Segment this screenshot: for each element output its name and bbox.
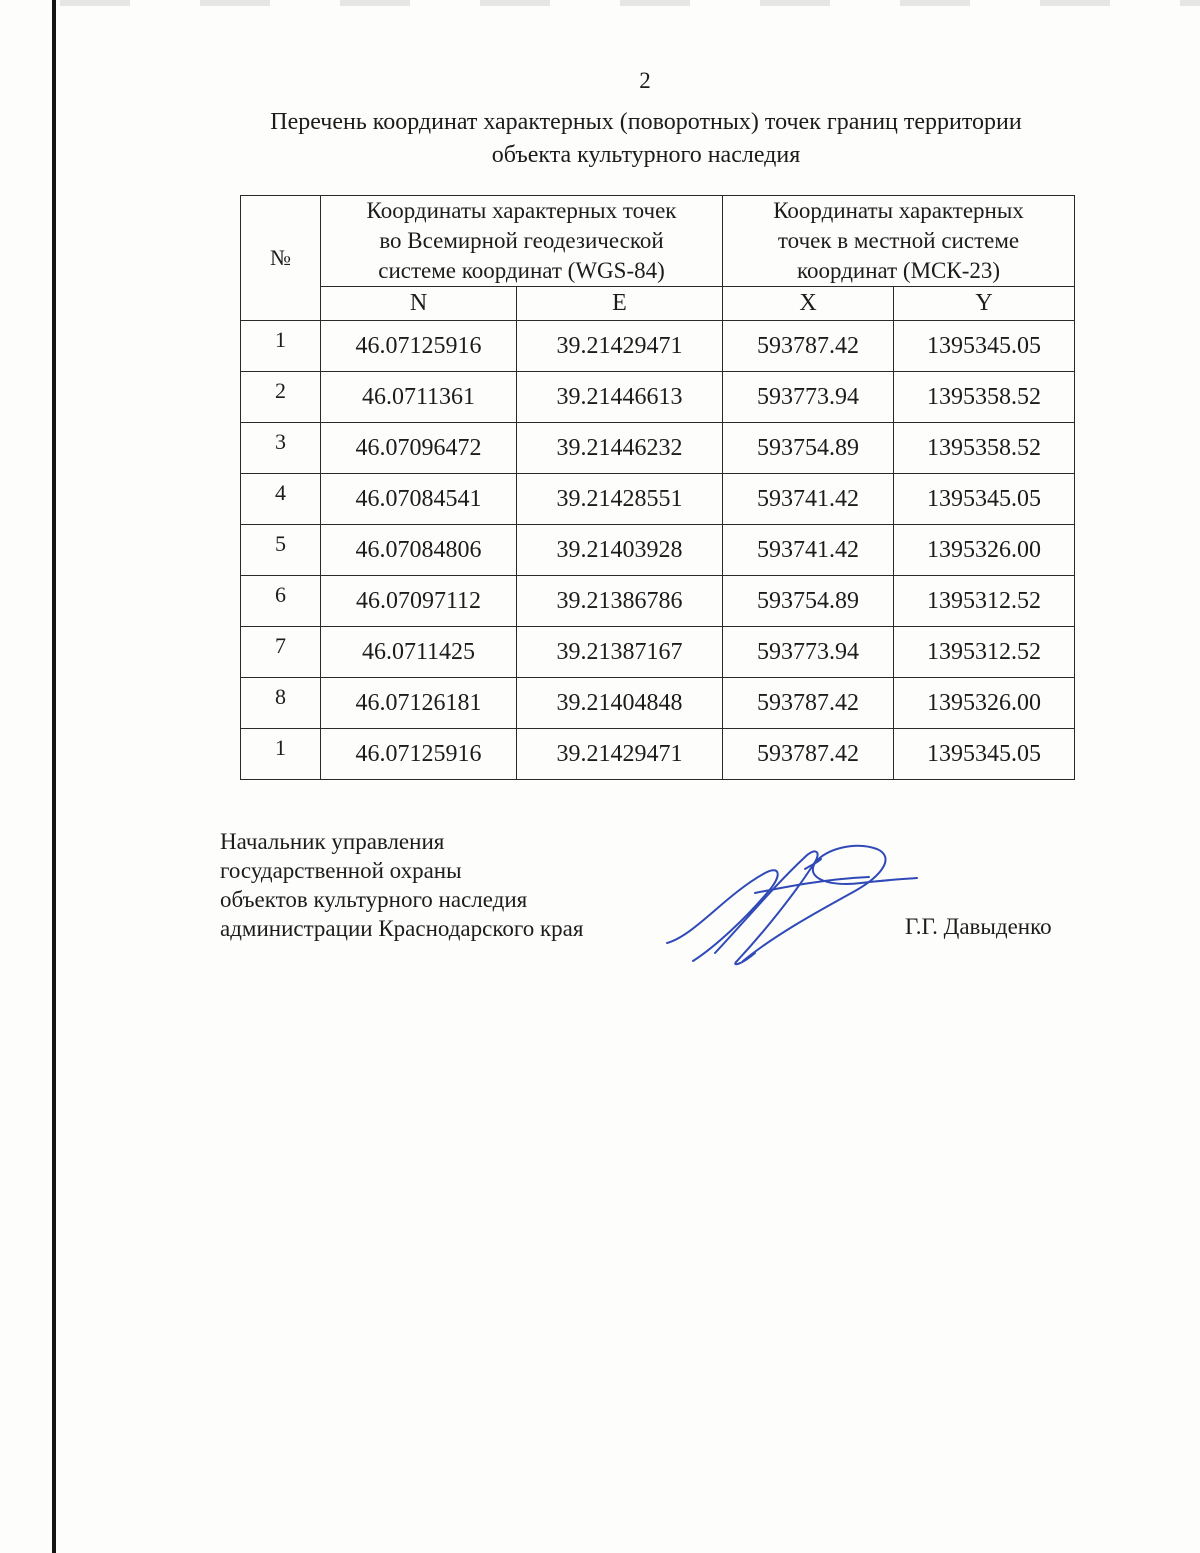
column-group-line: системе координат (WGS-84): [378, 258, 665, 283]
document-title-line: объекта культурного наследия: [491, 142, 801, 168]
cell-x: 593787.42: [723, 729, 894, 780]
scan-page-edge: [52, 0, 56, 1553]
signatory-position-line: объектов культурного наследия: [220, 887, 528, 912]
cell-n: 46.07126181: [321, 678, 517, 729]
cell-e: 39.21387167: [517, 627, 723, 678]
handwritten-signature: [655, 835, 925, 970]
cell-x: 593741.42: [723, 525, 894, 576]
cell-e: 39.21404848: [517, 678, 723, 729]
table-row: [241, 678, 1075, 729]
cell-x: 593773.94: [723, 372, 894, 423]
cell-e: 39.21429471: [517, 321, 723, 372]
cell-n: 46.07125916: [321, 729, 517, 780]
signatory-position-line: государственной охраны: [220, 858, 462, 883]
table-row: [241, 525, 1075, 576]
scan-top-artifact: [60, 0, 1200, 6]
cell-y: 1395345.05: [894, 474, 1075, 525]
cell-n: 46.07096472: [321, 423, 517, 474]
table-row: [241, 474, 1075, 525]
cell-x: 593773.94: [723, 627, 894, 678]
document-title: [236, 106, 1056, 172]
table-row: [241, 576, 1075, 627]
cell-x: 593787.42: [723, 321, 894, 372]
cell-y: 1395345.05: [894, 729, 1075, 780]
cell-n: 46.0711425: [321, 627, 517, 678]
cell-n: 46.07084806: [321, 525, 517, 576]
column-group-wgs84: [321, 196, 723, 287]
cell-e: 39.21429471: [517, 729, 723, 780]
table-row: [241, 729, 1075, 780]
cell-e: 39.21446232: [517, 423, 723, 474]
column-header-n: N: [321, 287, 517, 321]
table-row: [241, 372, 1075, 423]
cell-e: 39.21446613: [517, 372, 723, 423]
point-number: 4: [241, 474, 321, 525]
column-header-x: X: [723, 287, 894, 321]
cell-n: 46.07097112: [321, 576, 517, 627]
column-group-line: во Всемирной геодезической: [379, 228, 664, 253]
cell-x: 593787.42: [723, 678, 894, 729]
cell-y: 1395358.52: [894, 372, 1075, 423]
column-header-e: E: [517, 287, 723, 321]
point-number: 5: [241, 525, 321, 576]
signatory-position: [220, 827, 583, 943]
signatory-position-line: Начальник управления: [220, 829, 445, 854]
signatory-position-line: администрации Краснодарского края: [220, 916, 584, 941]
cell-e: 39.21428551: [517, 474, 723, 525]
column-group-line: координат (МСК-23): [796, 258, 1001, 283]
column-header-y: Y: [894, 287, 1075, 321]
point-number: 2: [241, 372, 321, 423]
column-group-line: Координаты характерных точек: [366, 198, 677, 223]
table-row: [241, 627, 1075, 678]
cell-e: 39.21386786: [517, 576, 723, 627]
document-title-line: Перечень координат характерных (поворотных) точек границ территории: [270, 109, 1022, 135]
point-number: 1: [241, 729, 321, 780]
coordinates-table: [240, 195, 1075, 780]
point-number: 1: [241, 321, 321, 372]
cell-e: 39.21403928: [517, 525, 723, 576]
cell-y: 1395345.05: [894, 321, 1075, 372]
cell-y: 1395312.52: [894, 576, 1075, 627]
point-number: 7: [241, 627, 321, 678]
column-group-msk23: [723, 196, 1075, 287]
column-group-line: точек в местной системе: [777, 228, 1020, 253]
cell-x: 593754.89: [723, 423, 894, 474]
cell-x: 593754.89: [723, 576, 894, 627]
table-row: [241, 321, 1075, 372]
signature-stroke: [715, 851, 818, 964]
point-number: 3: [241, 423, 321, 474]
cell-y: 1395326.00: [894, 678, 1075, 729]
cell-n: 46.0711361: [321, 372, 517, 423]
cell-y: 1395358.52: [894, 423, 1075, 474]
cell-x: 593741.42: [723, 474, 894, 525]
cell-y: 1395326.00: [894, 525, 1075, 576]
signature-stroke: [743, 846, 917, 961]
cell-y: 1395312.52: [894, 627, 1075, 678]
page-number: 2: [639, 68, 651, 93]
table-row: [241, 423, 1075, 474]
signature-stroke: [755, 877, 869, 893]
point-number: 8: [241, 678, 321, 729]
cell-n: 46.07125916: [321, 321, 517, 372]
signatory-name: Г.Г. Давыденко: [905, 914, 1052, 939]
column-header-number: №: [241, 196, 321, 321]
point-number: 6: [241, 576, 321, 627]
column-group-line: Координаты характерных: [773, 198, 1024, 223]
cell-n: 46.07084541: [321, 474, 517, 525]
